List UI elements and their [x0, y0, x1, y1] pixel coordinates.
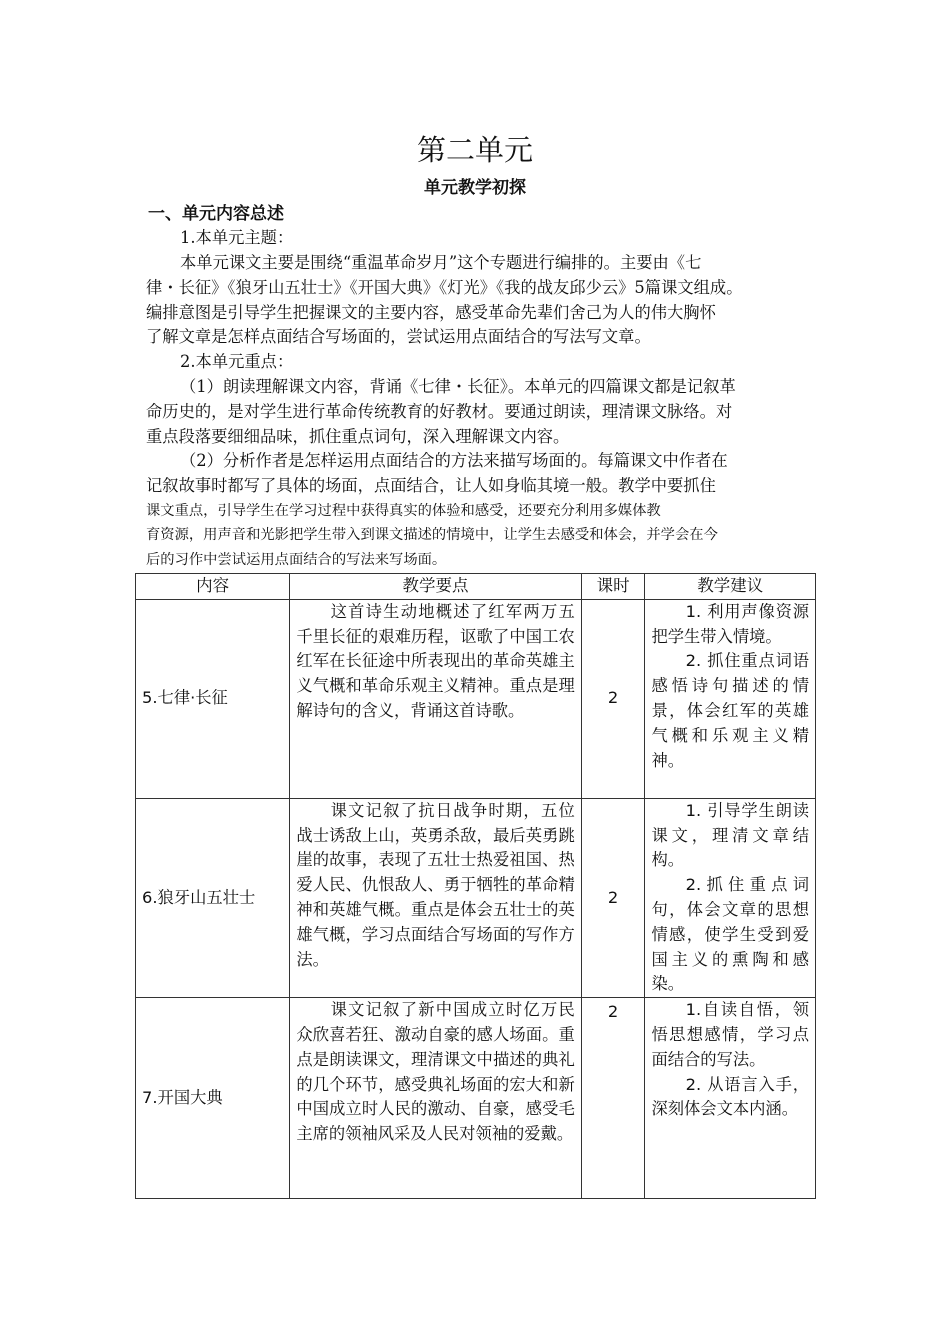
advice-item: 2. 从语言入手，深刻体会文本内涵。: [651, 1074, 809, 1119]
focus-point-1: [146, 375, 810, 449]
text-line: 了解文章是怎样点面结合写场面的，尝试运用点面结合的写法写文章。: [146, 327, 651, 347]
table-header-row: [136, 574, 816, 600]
text-line: （1）朗读理解课文内容，背诵《七律・长征》。本单元的四篇课文都是记叙革: [180, 377, 736, 396]
section-heading: 一、单元内容总述: [148, 204, 284, 224]
teaching-advice: [645, 599, 816, 798]
advice-item: 1. 引导学生朗读课文，理清文章结构。: [651, 800, 809, 870]
header-points: 教学要点: [290, 574, 581, 600]
header-hours: 课时: [581, 574, 645, 600]
advice-item: 2.抓住重点词句，体会文章的思想情感，使学生受到爱国主义的熏陶和感染。: [651, 875, 809, 994]
header-content: 内容: [136, 574, 290, 600]
text-line: 育资源，用声音和光影把学生带入到课文描述的情境中，让学生去感受和体会，并学会在今: [146, 527, 718, 544]
text-line: 重点段落要细细品味，抓住重点词句，深入理解课文内容。: [146, 426, 570, 446]
teaching-points-text: 课文记叙了新中国成立时亿万民众欣喜若狂、激动自豪的感人场面。重点是朗读课文，理清课文中描述的典礼的几个环节，感受典礼场面的宏大和新中国成立时人民的激动、自豪，感受毛主席的领袖风采及人民对领袖的爱戴。: [296, 1000, 575, 1144]
page-title: 第二单元: [416, 133, 533, 167]
text-line: 后的习作中尝试运用点面结合的写法来写场面。: [146, 552, 447, 569]
advice-item: 1. 利用声像资源把学生带入情境。: [651, 601, 809, 646]
text-line: 本单元课文主要是围绕“重温革命岁月”这个专题进行编排的。主要由《七: [180, 253, 702, 272]
text-line: 记叙故事时都写了具体的场面，点面结合，让人如身临其境一般。教学中要抓住: [146, 475, 716, 495]
table-row: [136, 599, 816, 798]
teaching-advice: [645, 998, 816, 1199]
teaching-points-text: 课文记叙了抗日战争时期，五位战士诱敌上山，英勇杀敌，最后英勇跳崖的故事，表现了五壮士热爱祖国、热爱人民、仇恨敌人、勇于牺牲的革命精神和英雄气概。重点是体会五壮士的英雄气概，学习点面结合写场面的写作方法。: [296, 800, 575, 969]
advice-item: 2. 抓住重点词语感悟诗句描述的情景，体会红军的英雄气概和乐观主义精神。: [651, 651, 809, 770]
text-line: 编排意图是引导学生把握课文的主要内容，感受革命先辈们舍己为人的伟大胸怀: [146, 302, 716, 322]
table-row: [136, 798, 816, 997]
teaching-plan-table: [135, 573, 816, 1199]
table-row: [136, 998, 816, 1199]
teaching-points-text: 这首诗生动地概述了红军两万五千里长征的艰难历程，讴歌了中国工农红军在长征途中所表现出的革命英雄主义气概和革命乐观主义精神。重点是理解诗句的含义，背诵这首诗歌。: [296, 601, 575, 720]
focus-point-2: [146, 449, 810, 573]
lesson-hours: 2: [581, 599, 645, 798]
theme-paragraph: [146, 251, 810, 350]
teaching-advice: [645, 798, 816, 997]
teaching-points: [290, 798, 581, 997]
lesson-title: 5.七律·长征: [136, 599, 290, 798]
text-line: 课文重点，引导学生在学习过程中获得真实的体验和感受，还要充分利用多媒体教: [146, 502, 661, 519]
teaching-points: [290, 998, 581, 1199]
text-line: （2）分析作者是怎样运用点面结合的方法来描写场面的。每篇课文中作者在: [180, 451, 728, 470]
lesson-hours: 2: [581, 798, 645, 997]
focus-label: 2.本单元重点：: [180, 352, 294, 371]
lesson-hours: 2: [581, 998, 645, 1199]
page-subtitle: 单元教学初探: [424, 178, 526, 198]
lesson-title: 6.狼牙山五壮士: [136, 798, 290, 997]
text-line: 律・长征》《狼牙山五壮士》《开国大典》《灯光》《我的战友邱少云》5篇课文组成。: [146, 277, 743, 297]
lesson-title: 7.开国大典: [136, 998, 290, 1199]
header-advice: 教学建议: [645, 574, 816, 600]
text-line: 命历史的，是对学生进行革命传统教育的好教材。要通过朗读，理清课文脉络。对: [146, 401, 733, 421]
advice-item: 1.自读自悟，领悟思想感情，学习点面结合的写法。: [651, 1000, 809, 1069]
teaching-points: [290, 599, 581, 798]
theme-label: 1.本单元主题：: [180, 228, 294, 247]
